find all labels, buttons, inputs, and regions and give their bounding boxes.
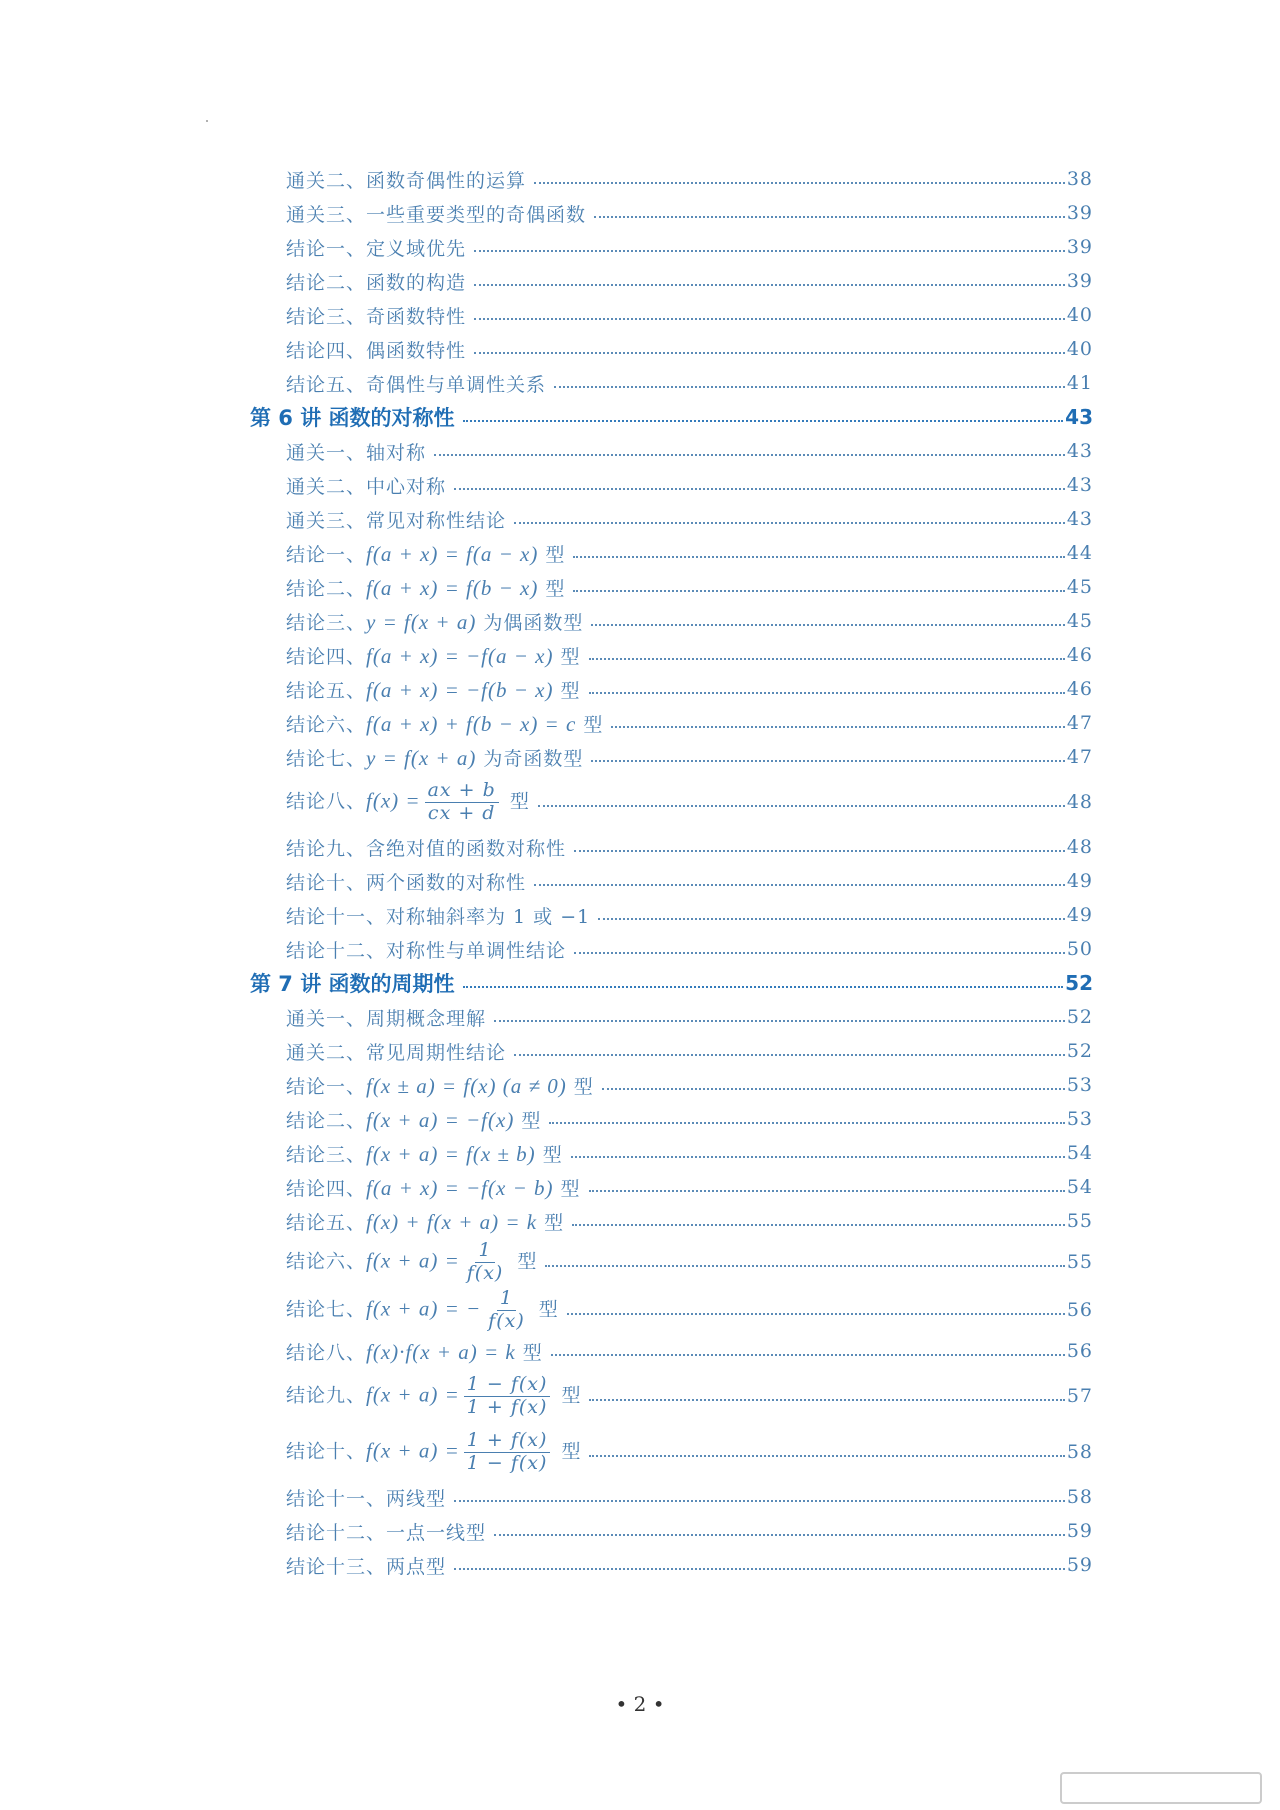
dot-leader: [572, 1224, 1065, 1226]
page-number: 39: [1066, 236, 1093, 258]
entry-label-text: 结论四、: [286, 645, 367, 668]
entry-suffix: 为偶函数型: [476, 611, 584, 634]
entry-formula: f(a + x) = −f(x − b): [366, 1175, 554, 1200]
entry-title: [286, 1140, 563, 1167]
dot-leader: [573, 590, 1064, 592]
page-number: 55: [1066, 1251, 1093, 1273]
page-number: 50: [1066, 938, 1093, 960]
page-number: 52: [1066, 1006, 1093, 1028]
entry-formula: y = f(x + a): [366, 745, 477, 770]
dot-leader: [589, 1455, 1064, 1457]
toc-entry-row[interactable]: [250, 366, 1093, 400]
entry-label-text: 结论十二、一点一线型: [286, 1521, 487, 1544]
entry-formula: f(a + x) = −f(a − x): [366, 643, 554, 668]
entry-label-text: 结论八、: [286, 790, 367, 812]
page-number: 53: [1066, 1074, 1093, 1096]
toc-chapter-row[interactable]: [250, 400, 1093, 434]
entry-label-text: 通关二、中心对称: [286, 475, 447, 498]
dot-leader: [494, 1534, 1065, 1536]
toc-entry-row[interactable]: [250, 774, 1093, 830]
fraction-denominator: f(x): [488, 1309, 525, 1332]
page-number: 39: [1066, 270, 1093, 292]
entry-formula: f(x)·f(x + a) = k: [366, 1339, 516, 1364]
entry-title: [286, 1430, 581, 1475]
dot-leader: [434, 454, 1065, 456]
entry-fraction: [425, 780, 499, 825]
entry-suffix: 型: [554, 1384, 582, 1406]
dot-leader: [574, 850, 1065, 852]
dot-leader: [549, 1122, 1064, 1124]
entry-title: [286, 1038, 506, 1065]
entry-suffix: 型: [554, 1440, 582, 1462]
entry-label-text: 结论五、: [286, 1211, 367, 1234]
entry-label-text: 结论十一、对称轴斜率为 1 或 −1: [286, 905, 591, 928]
page-number: 44: [1066, 542, 1093, 564]
entry-title: [286, 268, 466, 295]
page-number: 40: [1066, 338, 1093, 360]
entry-title: [286, 834, 566, 861]
toc-entry-row[interactable]: [250, 1548, 1093, 1582]
entry-fraction: [464, 1240, 507, 1285]
entry-formula: f(x) + f(x + a) = k: [366, 1209, 538, 1234]
entry-label-text: 结论十、: [286, 1440, 367, 1462]
entry-label-text: 结论十一、两线型: [286, 1487, 447, 1510]
page-number: 59: [1066, 1554, 1093, 1576]
dot-leader: [554, 386, 1065, 388]
toc-entry-row[interactable]: [250, 898, 1093, 932]
toc-entry-row[interactable]: [250, 1000, 1093, 1034]
dot-leader: [591, 760, 1064, 762]
entry-title: [286, 1106, 541, 1133]
entry-suffix: 型: [538, 543, 566, 566]
page-footer-number: • 2 •: [615, 1692, 665, 1716]
entry-label-text: 结论六、: [286, 713, 367, 736]
entry-suffix: 型: [538, 577, 566, 600]
entry-title: [286, 438, 426, 465]
entry-title: [286, 166, 526, 193]
dot-leader: [454, 1568, 1065, 1570]
entry-title: [286, 1174, 581, 1201]
entry-label-text: 结论四、偶函数特性: [286, 339, 467, 362]
entry-label-text: 结论五、: [286, 679, 367, 702]
entry-label-text: 结论一、: [286, 1075, 367, 1098]
page-number: 39: [1066, 202, 1093, 224]
dot-leader: [545, 1265, 1064, 1267]
entry-formula: f(a + x) = −f(b − x): [366, 677, 554, 702]
entry-title: [286, 608, 583, 635]
entry-label-text: 结论九、含绝对值的函数对称性: [286, 837, 567, 860]
entry-label-text: 结论三、奇函数特性: [286, 305, 467, 328]
toc-entry-row[interactable]: [250, 672, 1093, 706]
entry-title: [286, 868, 526, 895]
entry-title: [286, 1484, 446, 1511]
entry-formula: y = f(x + a): [366, 609, 477, 634]
chapter-title: [250, 968, 455, 998]
entry-label-text: 结论一、定义域优先: [286, 237, 467, 260]
entry-formula: f(a + x) = f(a − x): [366, 541, 539, 566]
fraction-numerator: 1 + f(x): [464, 1430, 551, 1453]
scan-dot-mark: [206, 120, 208, 122]
dot-leader: [463, 420, 1064, 422]
dot-leader: [474, 284, 1065, 286]
dot-leader: [573, 556, 1064, 558]
page-number: 40: [1066, 304, 1093, 326]
page-number: 43: [1066, 508, 1093, 530]
toc-entry-row[interactable]: [250, 1102, 1093, 1136]
toc-entry-row[interactable]: [250, 162, 1093, 196]
entry-title: [286, 1552, 446, 1579]
page-number: 58: [1066, 1441, 1093, 1463]
page-number: 54: [1066, 1176, 1093, 1198]
toc-entry-row[interactable]: [250, 604, 1093, 638]
dot-leader: [589, 1190, 1065, 1192]
toc-entry-row[interactable]: [250, 1368, 1093, 1424]
entry-formula: f(a + x) = f(b − x): [366, 575, 539, 600]
entry-label-text: 结论二、函数的构造: [286, 271, 467, 294]
entry-formula: f(x + a) =: [366, 1438, 460, 1462]
entry-title: [286, 902, 590, 929]
toc-entry-row[interactable]: [250, 536, 1093, 570]
toc-entry-row[interactable]: [250, 298, 1093, 332]
toc-entry-row[interactable]: [250, 1286, 1093, 1334]
entry-suffix: 型: [553, 645, 581, 668]
entry-label-text: 第 7 讲 函数的周期性: [250, 972, 455, 996]
dot-leader: [589, 1399, 1064, 1401]
entry-label-text: 第 6 讲 函数的对称性: [250, 406, 455, 430]
toc-entry-row[interactable]: [250, 864, 1093, 898]
entry-formula: f(x + a) =: [366, 1248, 460, 1272]
toc-chapter-row[interactable]: [250, 966, 1093, 1000]
toc-entry-row[interactable]: [250, 1480, 1093, 1514]
dot-leader: [602, 1088, 1065, 1090]
entry-fraction: [485, 1288, 528, 1333]
entry-label-text: 结论六、: [286, 1250, 367, 1272]
page-number: 57: [1066, 1385, 1093, 1407]
entry-suffix: 为奇函数型: [476, 747, 584, 770]
dot-leader: [598, 918, 1065, 920]
toc-entry-row[interactable]: [250, 1334, 1093, 1368]
entry-label-text: 结论三、: [286, 611, 367, 634]
entry-label-text: 结论七、: [286, 1298, 367, 1320]
entry-suffix: 型: [553, 679, 581, 702]
entry-label-text: 结论七、: [286, 747, 367, 770]
toc-entry-row[interactable]: [250, 1034, 1093, 1068]
fraction-numerator: 1: [497, 1288, 516, 1311]
dot-leader: [474, 352, 1065, 354]
entry-label-text: 结论十、两个函数的对称性: [286, 871, 527, 894]
entry-suffix: 型: [576, 713, 604, 736]
dot-leader: [538, 805, 1065, 807]
entry-label-text: 通关一、周期概念理解: [286, 1007, 487, 1030]
toc-entry-row[interactable]: [250, 434, 1093, 468]
page-number: 49: [1066, 904, 1093, 926]
entry-label-text: 通关三、常见对称性结论: [286, 509, 507, 532]
toc-entry-row[interactable]: [250, 264, 1093, 298]
dot-leader: [567, 1313, 1065, 1315]
page-number: 46: [1066, 678, 1093, 700]
toc-entry-row[interactable]: [250, 830, 1093, 864]
entry-suffix: 型: [553, 1177, 581, 1200]
entry-title: [286, 744, 583, 771]
dot-leader: [574, 952, 1065, 954]
entry-title: [286, 1338, 543, 1365]
dot-leader: [591, 624, 1064, 626]
entry-formula: f(x + a) = −f(x): [366, 1107, 515, 1132]
fraction-denominator: f(x): [466, 1261, 504, 1284]
toc-entry-row[interactable]: [250, 1238, 1093, 1286]
dot-leader: [594, 216, 1065, 218]
page-number: 45: [1066, 576, 1093, 598]
entry-label-text: 通关二、函数奇偶性的运算: [286, 169, 527, 192]
entry-title: [286, 710, 603, 737]
dot-leader: [454, 1500, 1065, 1502]
toc-entry-row[interactable]: [250, 638, 1093, 672]
page-number: 58: [1066, 1486, 1093, 1508]
entry-title: [286, 780, 530, 825]
entry-formula: f(x ± a) = f(x) (a ≠ 0): [366, 1073, 567, 1098]
entry-title: [286, 676, 581, 703]
entry-title: [286, 370, 546, 397]
entry-title: [286, 1208, 564, 1235]
entry-suffix: 型: [531, 1298, 559, 1320]
toc-entry-row[interactable]: [250, 570, 1093, 604]
page-number: 47: [1066, 712, 1093, 734]
page-number: 56: [1066, 1299, 1093, 1321]
page-number: 47: [1066, 746, 1093, 768]
fraction-denominator: 1 + f(x): [466, 1395, 548, 1418]
fraction-numerator: 1 − f(x): [464, 1374, 551, 1397]
toc-entry-row[interactable]: [250, 1170, 1093, 1204]
page-number: 43: [1066, 440, 1093, 462]
entry-suffix: 型: [566, 1075, 594, 1098]
entry-label-text: 结论三、: [286, 1143, 367, 1166]
page-number: 46: [1066, 644, 1093, 666]
page-number: 52: [1066, 1040, 1093, 1062]
entry-title: [286, 506, 506, 533]
entry-title: [286, 642, 581, 669]
page-number: 38: [1066, 168, 1093, 190]
dot-leader: [534, 182, 1065, 184]
dot-leader: [514, 522, 1065, 524]
dot-leader: [514, 1054, 1065, 1056]
dot-leader: [534, 884, 1065, 886]
dot-leader: [474, 318, 1065, 320]
entry-formula: f(x + a) = f(x ± b): [366, 1141, 536, 1166]
page-number: 48: [1066, 836, 1093, 858]
page-number: 43: [1066, 474, 1093, 496]
entry-label-text: 通关二、常见周期性结论: [286, 1041, 507, 1064]
toc-entry-row[interactable]: [250, 502, 1093, 536]
entry-label-text: 通关一、轴对称: [286, 441, 427, 464]
entry-label-text: 结论四、: [286, 1177, 367, 1200]
page-number: 52: [1065, 971, 1093, 995]
page-number: 53: [1066, 1108, 1093, 1130]
entry-title: [286, 1288, 559, 1333]
entry-label-text: 结论二、: [286, 577, 367, 600]
page-number: 49: [1066, 870, 1093, 892]
entry-title: [286, 574, 565, 601]
entry-formula: f(x + a) = −: [366, 1296, 482, 1320]
entry-title: [286, 472, 446, 499]
fraction-numerator: 1: [475, 1240, 494, 1263]
entry-suffix: 型: [502, 790, 530, 812]
entry-title: [286, 200, 586, 227]
page-number: 45: [1066, 610, 1093, 632]
entry-title: [286, 234, 466, 261]
entry-title: [286, 936, 566, 963]
entry-title: [286, 1240, 537, 1285]
page-number: 54: [1066, 1142, 1093, 1164]
page-number: 55: [1066, 1210, 1093, 1232]
entry-label-text: 结论八、: [286, 1341, 367, 1364]
entry-label-text: 结论十二、对称性与单调性结论: [286, 939, 567, 962]
toc-entry-row[interactable]: [250, 740, 1093, 774]
toc-entry-row[interactable]: [250, 1424, 1093, 1480]
fraction-numerator: ax + b: [425, 780, 499, 803]
toc-entry-row[interactable]: [250, 1068, 1093, 1102]
entry-suffix: 型: [535, 1143, 563, 1166]
entry-label-text: 结论九、: [286, 1384, 367, 1406]
toc-entry-row[interactable]: [250, 332, 1093, 366]
dot-leader: [589, 658, 1065, 660]
entry-suffix: 型: [510, 1250, 538, 1272]
page-number: 41: [1066, 372, 1093, 394]
page-number: 43: [1065, 405, 1093, 429]
entry-fraction: [464, 1430, 551, 1475]
page-number: 48: [1066, 791, 1093, 813]
toc-entry-row[interactable]: [250, 230, 1093, 264]
page-number: 59: [1066, 1520, 1093, 1542]
entry-suffix: 型: [514, 1109, 542, 1132]
dot-leader: [551, 1354, 1065, 1356]
dot-leader: [463, 986, 1064, 988]
entry-label-text: 结论五、奇偶性与单调性关系: [286, 373, 547, 396]
toc-entry-row[interactable]: [250, 196, 1093, 230]
fraction-denominator: cx + d: [427, 801, 496, 824]
toc-entry-row[interactable]: [250, 932, 1093, 966]
entry-title: [286, 1072, 594, 1099]
fraction-denominator: 1 − f(x): [466, 1451, 548, 1474]
entry-title: [286, 302, 466, 329]
dot-leader: [474, 250, 1065, 252]
chapter-title: [250, 402, 455, 432]
entry-label-text: 结论十三、两点型: [286, 1555, 447, 1578]
entry-fraction: [464, 1374, 551, 1419]
toc-entry-row[interactable]: [250, 706, 1093, 740]
toc-entry-row[interactable]: [250, 1136, 1093, 1170]
entry-formula: f(x + a) =: [366, 1382, 460, 1406]
entry-label-text: 通关三、一些重要类型的奇偶函数: [286, 203, 587, 226]
toc-entry-row[interactable]: [250, 1514, 1093, 1548]
entry-suffix: 型: [537, 1211, 565, 1234]
page-number: 56: [1066, 1340, 1093, 1362]
entry-formula: f(x) =: [366, 788, 421, 812]
entry-title: [286, 1004, 486, 1031]
entry-formula: f(a + x) + f(b − x) = c: [366, 711, 577, 736]
corner-watermark: [1060, 1772, 1262, 1804]
toc-entry-row[interactable]: [250, 1204, 1093, 1238]
dot-leader: [589, 692, 1065, 694]
dot-leader: [494, 1020, 1065, 1022]
dot-leader: [454, 488, 1065, 490]
entry-title: [286, 1374, 581, 1419]
dot-leader: [611, 726, 1064, 728]
entry-label-text: 结论二、: [286, 1109, 367, 1132]
entry-title: [286, 1518, 486, 1545]
entry-label-text: 结论一、: [286, 543, 367, 566]
table-of-contents: [250, 162, 1093, 1582]
dot-leader: [571, 1156, 1065, 1158]
toc-entry-row[interactable]: [250, 468, 1093, 502]
entry-title: [286, 336, 466, 363]
entry-suffix: 型: [515, 1341, 543, 1364]
entry-title: [286, 540, 565, 567]
